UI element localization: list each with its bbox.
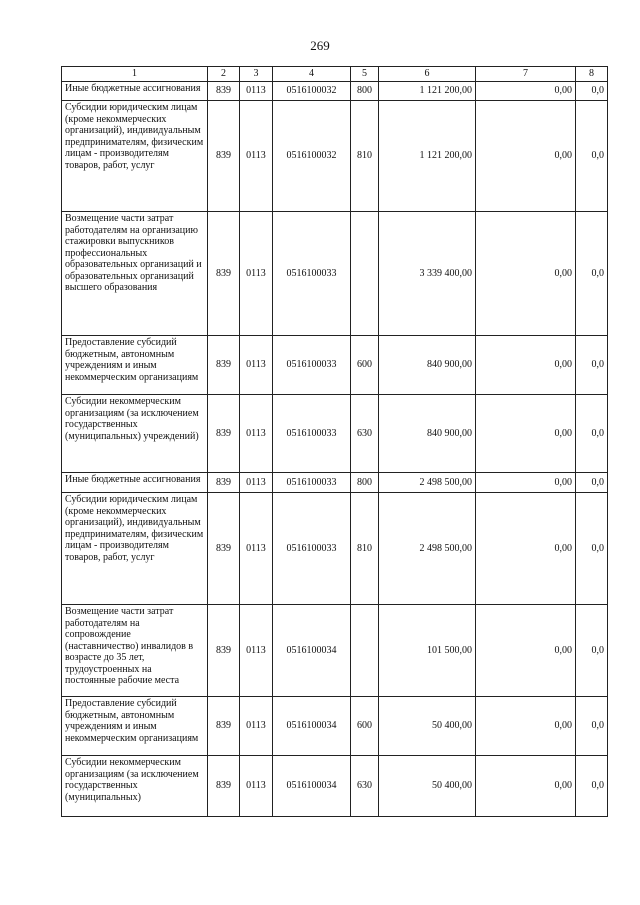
cell-target: 0516100032 <box>273 82 351 101</box>
cell-type <box>351 605 379 697</box>
page-number: 269 <box>310 38 330 53</box>
cell-target: 0516100034 <box>273 697 351 756</box>
cell-type: 630 <box>351 756 379 817</box>
cell-col7: 0,00 <box>476 82 576 101</box>
cell-amount: 101 500,00 <box>379 605 476 697</box>
header-cell: 2 <box>208 67 240 82</box>
cell-name: Иные бюджетные ассигнования <box>62 82 208 101</box>
cell-amount: 2 498 500,00 <box>379 493 476 605</box>
cell-name: Субсидии некоммерческим организациям (за исключением государственных (муниципальных) учреждений) <box>62 395 208 473</box>
table-row <box>62 756 608 817</box>
cell-col7: 0,00 <box>476 493 576 605</box>
header-cell: 4 <box>273 67 351 82</box>
cell-grbs: 839 <box>208 336 240 395</box>
cell-name: Субсидии некоммерческим организациям (за исключением государственных (муниципальных) <box>62 756 208 817</box>
cell-col8: 0,0 <box>576 697 608 756</box>
cell-grbs: 839 <box>208 756 240 817</box>
cell-amount: 840 900,00 <box>379 395 476 473</box>
cell-name: Субсидии юридическим лицам (кроме некоммерческих организаций), индивидуальным предпринимателям, физическим лицам - производителям товаров, работ, услуг <box>62 493 208 605</box>
cell-col7: 0,00 <box>476 395 576 473</box>
cell-grbs: 839 <box>208 82 240 101</box>
table-row <box>62 605 608 697</box>
cell-grbs: 839 <box>208 101 240 212</box>
cell-type: 810 <box>351 101 379 212</box>
header-cell: 7 <box>476 67 576 82</box>
cell-col7: 0,00 <box>476 101 576 212</box>
cell-grbs: 839 <box>208 697 240 756</box>
cell-type <box>351 212 379 336</box>
cell-type: 810 <box>351 493 379 605</box>
cell-name: Иные бюджетные ассигнования <box>62 473 208 493</box>
cell-col8: 0,0 <box>576 212 608 336</box>
cell-section: 0113 <box>240 82 273 101</box>
cell-section: 0113 <box>240 697 273 756</box>
cell-amount: 1 121 200,00 <box>379 82 476 101</box>
header-row <box>62 67 608 82</box>
cell-col7: 0,00 <box>476 336 576 395</box>
cell-col7: 0,00 <box>476 212 576 336</box>
cell-name: Предоставление субсидий бюджетным, автономным учреждениям и иным некоммерческим организациям <box>62 697 208 756</box>
cell-col7: 0,00 <box>476 756 576 817</box>
cell-section: 0113 <box>240 493 273 605</box>
table-row <box>62 212 608 336</box>
header-cell: 8 <box>576 67 608 82</box>
cell-type: 600 <box>351 336 379 395</box>
cell-amount: 1 121 200,00 <box>379 101 476 212</box>
cell-target: 0516100034 <box>273 605 351 697</box>
table-row <box>62 493 608 605</box>
cell-col8: 0,0 <box>576 493 608 605</box>
cell-grbs: 839 <box>208 395 240 473</box>
cell-amount: 3 339 400,00 <box>379 212 476 336</box>
cell-target: 0516100032 <box>273 101 351 212</box>
cell-col8: 0,0 <box>576 336 608 395</box>
cell-type: 630 <box>351 395 379 473</box>
cell-col8: 0,0 <box>576 101 608 212</box>
cell-target: 0516100033 <box>273 212 351 336</box>
cell-section: 0113 <box>240 212 273 336</box>
table-row <box>62 697 608 756</box>
cell-amount: 50 400,00 <box>379 756 476 817</box>
cell-section: 0113 <box>240 101 273 212</box>
cell-section: 0113 <box>240 473 273 493</box>
cell-amount: 50 400,00 <box>379 697 476 756</box>
header-cell: 1 <box>62 67 208 82</box>
table-row <box>62 101 608 212</box>
header-cell: 5 <box>351 67 379 82</box>
cell-amount: 2 498 500,00 <box>379 473 476 493</box>
cell-target: 0516100033 <box>273 395 351 473</box>
cell-name: Возмещение части затрат работодателям на организацию стажировки выпускников профессиональных образовательных организаций и образовательных организаций высшего образования <box>62 212 208 336</box>
table-row <box>62 395 608 473</box>
cell-type: 800 <box>351 82 379 101</box>
cell-section: 0113 <box>240 605 273 697</box>
cell-target: 0516100034 <box>273 756 351 817</box>
cell-grbs: 839 <box>208 473 240 493</box>
cell-grbs: 839 <box>208 605 240 697</box>
budget-table <box>61 66 608 817</box>
cell-col8: 0,0 <box>576 395 608 473</box>
cell-col8: 0,0 <box>576 473 608 493</box>
cell-name: Субсидии юридическим лицам (кроме некоммерческих организаций), индивидуальным предпринимателям, физическим лицам - производителям товаров, работ, услуг <box>62 101 208 212</box>
cell-section: 0113 <box>240 395 273 473</box>
header-cell: 3 <box>240 67 273 82</box>
cell-type: 800 <box>351 473 379 493</box>
table-row <box>62 82 608 101</box>
cell-target: 0516100033 <box>273 473 351 493</box>
cell-name: Предоставление субсидий бюджетным, автономным учреждениям и иным некоммерческим организациям <box>62 336 208 395</box>
cell-section: 0113 <box>240 756 273 817</box>
table-row <box>62 336 608 395</box>
cell-target: 0516100033 <box>273 336 351 395</box>
cell-col7: 0,00 <box>476 697 576 756</box>
cell-grbs: 839 <box>208 493 240 605</box>
cell-amount: 840 900,00 <box>379 336 476 395</box>
table-row <box>62 473 608 493</box>
cell-col7: 0,00 <box>476 605 576 697</box>
header-cell: 6 <box>379 67 476 82</box>
cell-col7: 0,00 <box>476 473 576 493</box>
cell-col8: 0,0 <box>576 605 608 697</box>
cell-name: Возмещение части затрат работодателям на сопровождение (наставничество) инвалидов в возрасте до 35 лет, трудоустроенных на постоянные рабочие места <box>62 605 208 697</box>
cell-col8: 0,0 <box>576 82 608 101</box>
cell-type: 600 <box>351 697 379 756</box>
cell-grbs: 839 <box>208 212 240 336</box>
cell-target: 0516100033 <box>273 493 351 605</box>
cell-section: 0113 <box>240 336 273 395</box>
cell-col8: 0,0 <box>576 756 608 817</box>
